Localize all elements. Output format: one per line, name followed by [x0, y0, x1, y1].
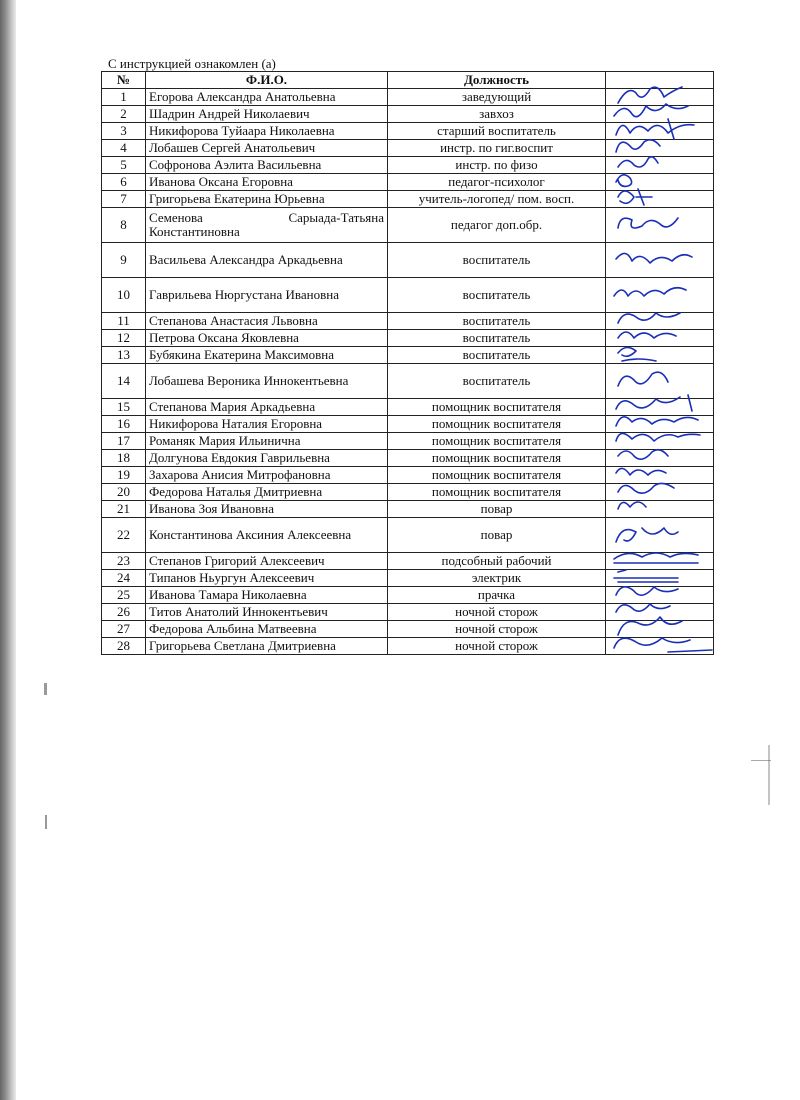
row-full-name: Степанов Григорий Алексеевич [146, 553, 388, 570]
row-position: ночной сторож [388, 604, 606, 621]
row-full-name: Бубякина Екатерина Максимовна [146, 347, 388, 364]
row-position: воспитатель [388, 278, 606, 313]
row-number: 7 [102, 191, 146, 208]
row-full-name: Григорьева Екатерина Юрьевна [146, 191, 388, 208]
row-full-name: Гаврильева Нюргустана Ивановна [146, 278, 388, 313]
row-position: заведующий [388, 89, 606, 106]
table-row [102, 243, 714, 278]
table-row [102, 501, 714, 518]
row-full-name: Иванова Тамара Николаевна [146, 587, 388, 604]
row-full-name: Васильева Александра Аркадьевна [146, 243, 388, 278]
row-position: ночной сторож [388, 638, 606, 655]
row-full-name: Иванова Зоя Ивановна [146, 501, 388, 518]
row-full-name: Егорова Александра Анатольевна [146, 89, 388, 106]
row-signature-cell [606, 501, 714, 518]
row-full-name: Титов Анатолий Иннокентьевич [146, 604, 388, 621]
row-position: учитель-логопед/ пом. восп. [388, 191, 606, 208]
row-full-name: Никифорова Наталия Егоровна [146, 416, 388, 433]
row-full-name: Захарова Анисия Митрофановна [146, 467, 388, 484]
row-number: 28 [102, 638, 146, 655]
row-position: воспитатель [388, 330, 606, 347]
row-full-name: Лобашева Вероника Иннокентьевна [146, 364, 388, 399]
row-full-name: Шадрин Андрей Николаевич [146, 106, 388, 123]
acknowledgement-caption: С инструкцией ознакомлен (а) [108, 56, 276, 71]
row-number: 4 [102, 140, 146, 157]
row-full-name: Григорьева Светлана Дмитриевна [146, 638, 388, 655]
row-full-name: Романяк Мария Ильинична [146, 433, 388, 450]
row-signature-cell [606, 638, 714, 655]
row-number: 16 [102, 416, 146, 433]
row-position: инстр. по физо [388, 157, 606, 174]
row-number: 15 [102, 399, 146, 416]
handwritten-signature [608, 243, 712, 277]
row-full-name: Семенова Сарыада-Татьяна Константиновна [146, 208, 388, 243]
row-full-name: Никифорова Туйаара Николаевна [146, 123, 388, 140]
row-position: помощник воспитателя [388, 399, 606, 416]
scan-edge-shadow [0, 0, 16, 1100]
row-full-name: Константинова Аксиния Алексеевна [146, 518, 388, 553]
row-number: 14 [102, 364, 146, 399]
row-signature-cell [606, 191, 714, 208]
table-row [102, 638, 714, 655]
row-number: 20 [102, 484, 146, 501]
header-position: Должность [388, 72, 606, 89]
header-full-name: Ф.И.О. [146, 72, 388, 89]
row-number: 3 [102, 123, 146, 140]
row-number: 11 [102, 313, 146, 330]
row-number: 19 [102, 467, 146, 484]
row-position: воспитатель [388, 243, 606, 278]
row-position: повар [388, 518, 606, 553]
row-number: 18 [102, 450, 146, 467]
row-position: воспитатель [388, 313, 606, 330]
row-number: 21 [102, 501, 146, 518]
staff-acknowledgement-table [101, 71, 714, 655]
row-number: 13 [102, 347, 146, 364]
row-position: помощник воспитателя [388, 433, 606, 450]
row-full-name: Иванова Оксана Егоровна [146, 174, 388, 191]
row-full-name: Лобашев Сергей Анатольевич [146, 140, 388, 157]
row-position: педагог доп.обр. [388, 208, 606, 243]
row-full-name: Степанова Мария Аркадьевна [146, 399, 388, 416]
row-position: повар [388, 501, 606, 518]
row-number: 24 [102, 570, 146, 587]
row-full-name: Степанова Анастасия Львовна [146, 313, 388, 330]
row-full-name: Федорова Наталья Дмитриевна [146, 484, 388, 501]
header-number: № [102, 72, 146, 89]
row-position: помощник воспитателя [388, 484, 606, 501]
row-number: 5 [102, 157, 146, 174]
row-number: 27 [102, 621, 146, 638]
row-number: 8 [102, 208, 146, 243]
row-position: завхоз [388, 106, 606, 123]
row-full-name: Долгунова Евдокия Гаврильевна [146, 450, 388, 467]
row-full-name: Федорова Альбина Матвеевна [146, 621, 388, 638]
scan-speck [45, 815, 47, 829]
row-signature-cell [606, 347, 714, 364]
row-position: помощник воспитателя [388, 467, 606, 484]
scan-speck [751, 760, 771, 761]
row-position: прачка [388, 587, 606, 604]
handwritten-signature [608, 208, 712, 242]
row-signature-cell [606, 243, 714, 278]
row-position: воспитатель [388, 347, 606, 364]
row-position: инстр. по гиг.воспит [388, 140, 606, 157]
table-body [102, 89, 714, 655]
row-number: 17 [102, 433, 146, 450]
row-position: педагог-психолог [388, 174, 606, 191]
row-position: ночной сторож [388, 621, 606, 638]
row-number: 23 [102, 553, 146, 570]
row-full-name: Типанов Ньургун Алексеевич [146, 570, 388, 587]
row-number: 1 [102, 89, 146, 106]
row-position: старший воспитатель [388, 123, 606, 140]
table-row [102, 191, 714, 208]
row-number: 9 [102, 243, 146, 278]
row-number: 26 [102, 604, 146, 621]
row-number: 6 [102, 174, 146, 191]
row-full-name: Софронова Аэлита Васильевна [146, 157, 388, 174]
table-row [102, 347, 714, 364]
row-number: 25 [102, 587, 146, 604]
scan-speck [44, 683, 47, 695]
row-position: воспитатель [388, 364, 606, 399]
row-number: 10 [102, 278, 146, 313]
row-position: электрик [388, 570, 606, 587]
row-signature-cell [606, 208, 714, 243]
row-position: подсобный рабочий [388, 553, 606, 570]
row-number: 2 [102, 106, 146, 123]
table-row [102, 208, 714, 243]
row-number: 12 [102, 330, 146, 347]
scan-speck [768, 745, 770, 805]
row-number: 22 [102, 518, 146, 553]
row-full-name: Петрова Оксана Яковлевна [146, 330, 388, 347]
row-position: помощник воспитателя [388, 416, 606, 433]
row-position: помощник воспитателя [388, 450, 606, 467]
handwritten-signature [608, 630, 712, 660]
